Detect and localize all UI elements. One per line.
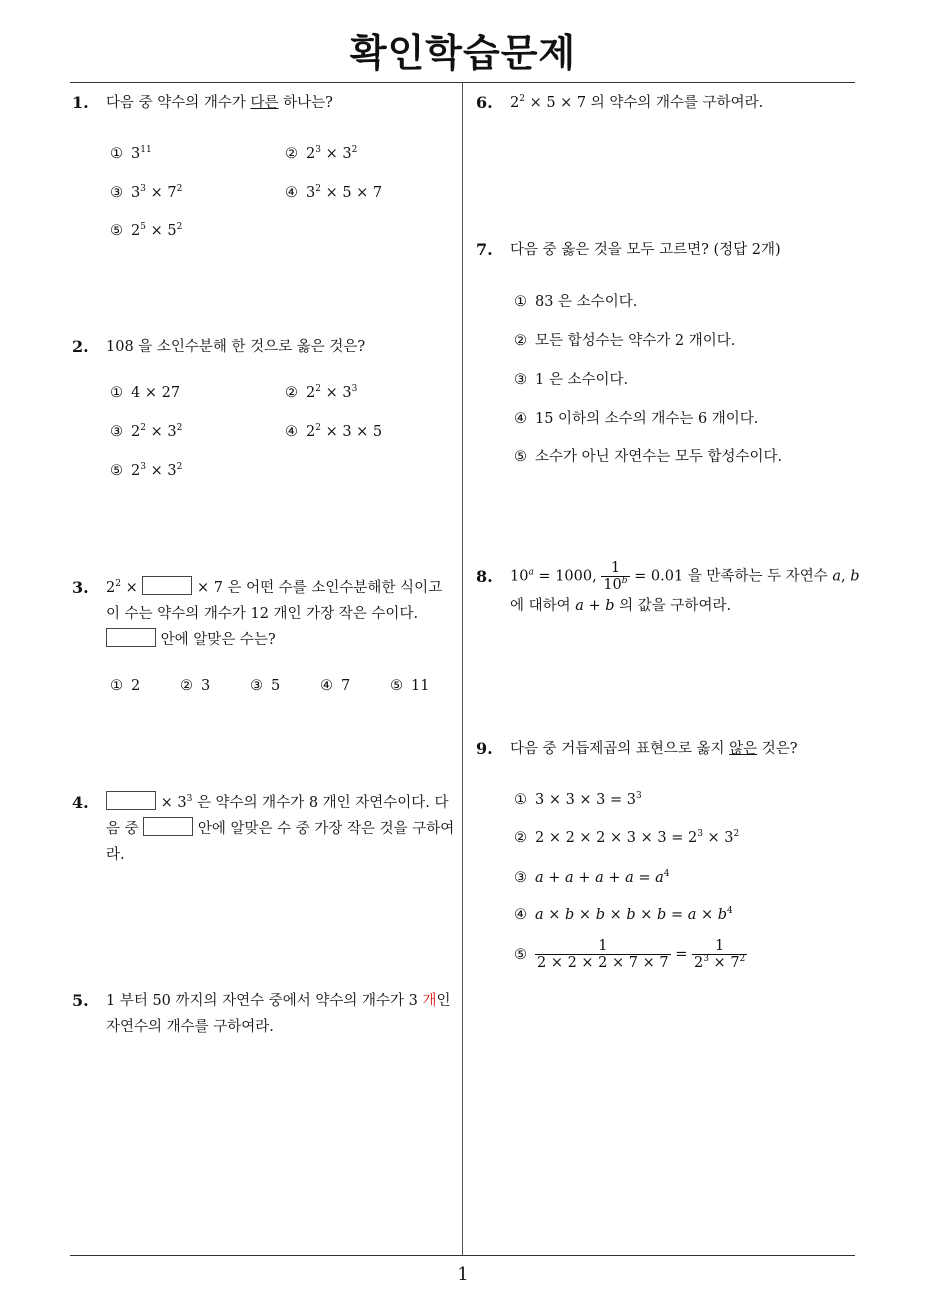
q9-option-2[interactable]: ② $2 \times 2 \times 2 \times 3 \times 3 = 2^3 \times 3^2$: [514, 829, 740, 846]
q7-option-4[interactable]: ④ 15 이하의 소수의 개수는 6 개이다.: [514, 411, 759, 427]
question-6: [476, 90, 856, 116]
q9-option-1[interactable]: ① $3 \times 3 \times 3 = 3^3$: [514, 791, 642, 808]
question-number: 2.: [72, 337, 89, 356]
q2-option-1[interactable]: ① 4 × 27: [110, 385, 181, 401]
question-text: × $3^3$ 은 약수의 개수가 8 개인 자연수이다. 다음 중 안에 알맞은 수 중 가장 작은 것을 구하여라.: [106, 790, 456, 868]
q1-option-2[interactable]: ② $2^3 \times 3^2$: [285, 145, 358, 162]
q1-option-5[interactable]: ⑤ $2^5 \times 5^2$: [110, 222, 183, 239]
question-4: [72, 790, 456, 868]
question-number: 9.: [476, 739, 493, 758]
q7-option-1[interactable]: ① 83 은 소수이다.: [514, 294, 638, 310]
q7-option-2[interactable]: ② 모든 합성수는 약수가 2 개이다.: [514, 333, 736, 349]
q9-option-3[interactable]: ③ $a + a + a + a = a^4$: [514, 869, 670, 886]
q1-option-1[interactable]: ① $3^{11}$: [110, 145, 152, 162]
answer-blank-box: [143, 817, 193, 836]
bottom-rule: [70, 1255, 855, 1256]
question-8: [476, 560, 860, 619]
question-1: [72, 90, 422, 116]
question-number: 5.: [72, 991, 89, 1010]
answer-blank-box: [142, 576, 192, 595]
q2-option-5[interactable]: ⑤ $2^3 \times 3^2$: [110, 462, 183, 479]
answer-blank-box: [106, 791, 156, 810]
question-text: $2^2 \times 5 \times 7$ 의 약수의 개수를 구하여라.: [510, 94, 764, 111]
question-number: 4.: [72, 793, 89, 812]
page-number: 1: [457, 1264, 469, 1285]
question-text: 다음 중 약수의 개수가 다른 하나는?: [106, 95, 333, 111]
q3-option-3[interactable]: ③ 5: [250, 678, 281, 694]
question-text: 108 을 소인수분해 한 것으로 옳은 것은?: [106, 339, 366, 355]
question-9: [476, 736, 856, 762]
column-divider: [462, 83, 463, 1255]
q3-option-1[interactable]: ① 2: [110, 678, 141, 694]
q3-option-2[interactable]: ② 3: [180, 678, 211, 694]
q7-option-3[interactable]: ③ 1 은 소수이다.: [514, 372, 629, 388]
question-text: $2^2$ × × 7 은 어떤 수를 소인수분해한 식이고 이 수는 약수의 개수가 12 개인 가장 작은 수이다. 안에 알맞은 수는?: [106, 575, 456, 653]
q3-option-4[interactable]: ④ 7: [320, 678, 351, 694]
page-title: 확인학습문제: [349, 31, 577, 75]
answer-blank-box: [106, 628, 156, 647]
question-number: 7.: [476, 240, 493, 259]
question-7: [476, 237, 856, 263]
question-text: 다음 중 옳은 것을 모두 고르면? (정답 2개): [510, 242, 781, 258]
question-3: [72, 575, 456, 653]
question-text: 다음 중 거듭제곱의 표현으로 옳지 않은 것은?: [510, 741, 798, 757]
question-text: $10^a = 1000$, $\frac{1}{10^b}$ = 0.01 을 만족하는 두 자연수 a, b 에 대하여 a + b 의 값을 구하여라.: [510, 560, 860, 614]
q3-option-5[interactable]: ⑤ 11: [390, 678, 430, 694]
question-number: 6.: [476, 93, 493, 112]
question-number: 3.: [72, 578, 89, 597]
q9-option-4[interactable]: ④ $a \times b \times b \times b \times b = a \times b^4$: [514, 906, 733, 923]
q9-option-5[interactable]: ⑤ $\frac{1}{2 \times 2 \times 2 \times 7 \times 7}$ = $\frac{1}{2^3 \times 7^2}$: [514, 938, 746, 971]
q2-option-4[interactable]: ④ $2^2 \times 3 \times 5$: [285, 423, 383, 440]
question-number: 8.: [476, 567, 493, 586]
question-2: [72, 334, 422, 360]
question-5: [72, 988, 456, 1040]
q1-option-4[interactable]: ④ $3^2 \times 5 \times 7$: [285, 184, 383, 201]
question-text: 1 부터 50 까지의 자연수 중에서 약수의 개수가 3 개인 자연수의 개수를 구하여라.: [106, 993, 451, 1035]
q2-option-2[interactable]: ② $2^2 \times 3^3$: [285, 384, 358, 401]
question-number: 1.: [72, 93, 89, 112]
q7-option-5[interactable]: ⑤ 소수가 아닌 자연수는 모두 합성수이다.: [514, 449, 783, 465]
q2-option-3[interactable]: ③ $2^2 \times 3^2$: [110, 423, 183, 440]
q1-option-3[interactable]: ③ $3^3 \times 7^2$: [110, 184, 183, 201]
